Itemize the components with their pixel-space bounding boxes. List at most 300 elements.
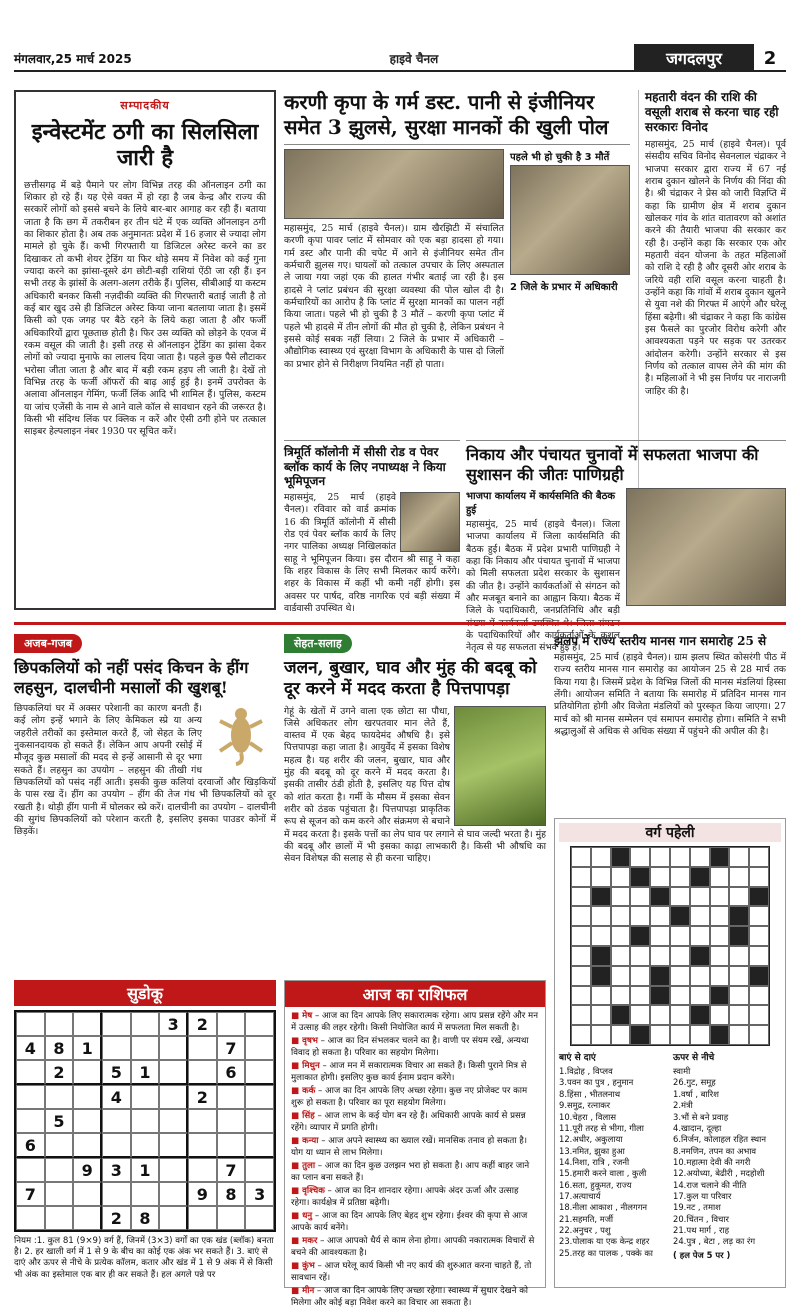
crossword-cell[interactable]	[710, 966, 730, 986]
sudoku-cell[interactable]	[131, 1182, 160, 1206]
crossword-cell[interactable]	[650, 1005, 670, 1025]
horoscope-list	[285, 1007, 545, 1315]
lead-subhead-1: पहले भी हो चुकी है 3 मौतें	[510, 152, 610, 163]
crossword-cell[interactable]	[650, 1025, 670, 1045]
crossword-cell[interactable]	[630, 887, 650, 907]
zodiac-sign: ■ मकर	[291, 1236, 318, 1247]
horoscope-item	[291, 1286, 539, 1309]
crossword-cell[interactable]	[650, 847, 670, 867]
editorial-box	[14, 90, 276, 610]
sudoku-cell[interactable]: 9	[73, 1158, 102, 1182]
crossword-cell[interactable]	[690, 906, 710, 926]
lead-body: महासमुंद, 25 मार्च (हाइवे चैनल)। ग्राम खैरझिटी में संचालित करणी कृपा पावर प्लांट में सोमवार को एक बड़ा हादसा हो गया। गर्म डस्ट और पानी की चपेट में आने से इंजीनियर समेत तीन कर्मचारी झुलस गए। घायलों को तत्काल उपचार के लिए अस्पताल ले जाया गया जहां एक की हालत गंभीर बताई जा रही है। इस हादसे ने प्लांट प्रबंधन की सुरक्षा व्यवस्था की पोल खोल दी है। कर्मचारियों का आरोप है कि प्लांट में सुरक्षा मानकों का पालन नहीं किया जाता। पहले भी हो चुकी है 3 मौतें – करणी कृपा प्लांट में पहले भी हादसे में तीन लोगों की मौत हो चुकी है, लेकिन प्रबंधन ने इससे कोई सबक नहीं लिया। 2 जिले के प्रभार में अधिकारी – औद्योगिक स्वास्थ्य एवं सुरक्षा विभाग के अधिकारी के पास दो जिलों का प्रभार होने से निरीक्षण नियमित नहीं हो पाता।	[284, 223, 504, 370]
sudoku-cell[interactable]	[217, 1133, 246, 1158]
clue-item: 14.राज चलाने की नीति	[673, 1179, 747, 1190]
sudoku-cell[interactable]	[16, 1085, 45, 1109]
crossword-cell	[729, 906, 749, 926]
sudoku-cell[interactable]: 2	[188, 1085, 217, 1109]
horoscope-item	[291, 1186, 539, 1209]
crossword-cell[interactable]	[630, 946, 650, 966]
edition-city: जगदलपुर	[634, 44, 754, 72]
sudoku-cell[interactable]: 9	[188, 1182, 217, 1206]
crossword-cell[interactable]	[729, 1005, 749, 1025]
health-headline: जलन, बुखार, घाव और मुंह की बदबू को दूर करने में मदद करता है पित्तपापड़ा	[284, 658, 537, 700]
crossword-cell[interactable]	[611, 946, 631, 966]
crossword-cell[interactable]	[749, 847, 769, 867]
sudoku-cell[interactable]	[102, 1109, 131, 1133]
sudoku-cell[interactable]	[73, 1060, 102, 1085]
crossword-cell[interactable]	[630, 847, 650, 867]
horoscope-item	[291, 1161, 539, 1184]
manas-headline: झलप में राज्य स्तरीय मानस गान समारोह 25 से	[554, 634, 767, 648]
issue-date: मंगलवार,25 मार्च 2025	[14, 51, 132, 66]
crossword-cell[interactable]	[650, 867, 670, 887]
sudoku-cell[interactable]	[16, 1158, 45, 1182]
sudoku-cell[interactable]	[245, 1036, 274, 1060]
sudoku-cell[interactable]: 2	[45, 1060, 74, 1085]
clue-item: 14.निशा, रात्रि , रजनी	[559, 1156, 630, 1167]
crossword-cell[interactable]	[670, 887, 690, 907]
crossword-cell	[670, 906, 690, 926]
horoscope-text: – आज का दिन शानदार रहेगा। आपके अंदर ऊर्जा और उत्साह रहेगा। कार्यक्षेत्र में प्रतिष्ठा बढ़ेगी।	[291, 1186, 519, 1208]
crossword-title: वर्ग पहेली	[559, 823, 781, 842]
sudoku-cell[interactable]: 3	[102, 1158, 131, 1182]
crossword-cell[interactable]	[591, 847, 611, 867]
sudoku-cell[interactable]	[245, 1060, 274, 1085]
clue-item: 8.हिंसा , भीतलनाथ	[559, 1088, 621, 1099]
sudoku-grid[interactable]	[14, 1010, 276, 1232]
sudoku-cell[interactable]	[245, 1012, 274, 1036]
sudoku-cell[interactable]	[45, 1012, 74, 1036]
horoscope-item	[291, 1111, 539, 1134]
clue-item: 22.अनुचर , पशु	[559, 1224, 611, 1235]
section-divider	[14, 622, 786, 625]
sudoku-cell[interactable]	[159, 1182, 188, 1206]
crossword-cell	[690, 1005, 710, 1025]
crossword-cell	[630, 1025, 650, 1045]
colony-body: महासमुंद, 25 मार्च (हाइवे चैनल)। रविवार को वार्ड क्रमांक 16 की त्रिमूर्ति कॉलोनी में सीसी रोड एवं पेवर ब्लॉक कार्य के लिए नगर पालिका अध्यक्ष निखिलकांत साहू ने भूमिपूजन किया। इस दौरान श्री साहू ने कहा कि शहर विकास के लिए सभी मिलकर कार्य करेंगे। शहर के विकास में कहीं भी कमी नहीं होगी। इस अवसर पर पार्षद, वरिष्ठ नागरिक एवं बड़ी संख्या में वार्डवासी उपस्थित थे।	[284, 491, 460, 614]
clue-item: 20.चिंतन , विचार	[673, 1213, 729, 1224]
crossword-cell	[630, 926, 650, 946]
clue-item: 3.पवन का पुत्र , हनुमान	[559, 1077, 634, 1088]
horoscope-text: – आज का दिन कुछ उलझन भरा हो सकता है। आप कहीं बाहर जाने का प्लान बना सकते हैं।	[291, 1161, 530, 1183]
horoscope-text: – आज का दिन आपके लिए बेहद शुभ रहेगा। ईश्वर की कृपा से आज आपके कार्य बनेंगे।	[291, 1211, 528, 1233]
crossword-cell[interactable]	[749, 986, 769, 1006]
crossword-cell[interactable]	[650, 946, 670, 966]
sudoku-cell[interactable]	[131, 1109, 160, 1133]
crossword-cell[interactable]	[690, 887, 710, 907]
crossword-cell[interactable]	[650, 906, 670, 926]
sudoku-cell[interactable]: 7	[217, 1036, 246, 1060]
crossword-cell[interactable]	[611, 986, 631, 1006]
bjp-subhead: भाजपा कार्यालय में कार्यसमिति की बैठक हुई	[466, 491, 616, 516]
crossword-cell	[650, 986, 670, 1006]
lead-headline: करणी कृपा के गर्म डस्ट. पानी से इंजीनियर समेत 3 झुलसे, सुरक्षा मानकों की खुली पोल	[284, 90, 630, 145]
zodiac-sign: ■ कुंभ	[291, 1261, 315, 1272]
clue-item: 3.भौं से बने प्रवाह	[673, 1111, 729, 1122]
horoscope-text: – आज अपने स्वास्थ्य का ख्याल रखें। मानसिक तनाव हो सकता है। योग या ध्यान से लाभ मिलेगा।	[291, 1136, 528, 1158]
crossword-cell	[690, 867, 710, 887]
crossword-cell[interactable]	[571, 1005, 591, 1025]
sudoku-cell[interactable]	[16, 1060, 45, 1085]
clue-item: 16.सता, हुकूमत, राज्य	[559, 1179, 632, 1190]
crossword-cell[interactable]	[729, 887, 749, 907]
sudoku-cell[interactable]	[16, 1012, 45, 1036]
horoscope-text: – आज लाभ के कई योग बन रहे हैं। अधिकारी आपके कार्य से प्रसन्न रहेंगे। व्यापार में प्रगति होगी।	[291, 1111, 526, 1133]
zodiac-sign: ■ वृश्चिक	[291, 1186, 325, 1197]
lead-subhead-2: 2 जिले के प्रभार में अधिकारी	[510, 282, 618, 293]
horoscope-item	[291, 1136, 539, 1159]
crossword-cell[interactable]	[611, 887, 631, 907]
crossword-cell[interactable]	[571, 946, 591, 966]
crossword-cell[interactable]	[710, 887, 730, 907]
clue-item: 1.विद्रोह , विप्लव	[559, 1066, 613, 1077]
crossword-cell	[749, 966, 769, 986]
zodiac-sign: ■ तुला	[291, 1161, 316, 1172]
crossword-cell[interactable]	[611, 1025, 631, 1045]
sudoku-cell[interactable]: 5	[102, 1060, 131, 1085]
crossword-cell[interactable]	[729, 1025, 749, 1045]
down-clues	[673, 1066, 781, 1248]
clue-item: 13.नमित, झुका हुआ	[559, 1145, 625, 1156]
sudoku-cell[interactable]	[131, 1012, 160, 1036]
crossword-cell	[591, 966, 611, 986]
sudoku-cell[interactable]: 6	[16, 1133, 45, 1158]
horoscope-text: – आज घरेलू कार्य किसी भी नए कार्य की शुरुआत करना चाहते हैं, तो सावधान रहें।	[291, 1261, 532, 1283]
crossword-cell[interactable]	[571, 867, 591, 887]
lead-photo	[284, 149, 504, 219]
sudoku-cell[interactable]	[45, 1182, 74, 1206]
horoscope-text: – आज का दिन आपके लिए अच्छा रहेगा। कुछ नए प्रोजेक्ट पर काम शुरू हो सकता है। परिवार का पूरा सहयोग मिलेगा।	[291, 1086, 528, 1108]
clue-item: 2.मंत्री	[673, 1100, 693, 1111]
editorial-label: सम्पादकीय	[120, 99, 170, 112]
crossword-cell[interactable]	[729, 986, 749, 1006]
horoscope-text: – आज आपको धैर्य से काम लेना होगा। आपकी नकारात्मक विचारों से बचने की आवश्यकता है।	[291, 1236, 535, 1258]
sudoku-cell[interactable]	[16, 1206, 45, 1230]
zodiac-sign: ■ वृषभ	[291, 1036, 318, 1047]
crossword-cell[interactable]	[670, 986, 690, 1006]
crossword-cell	[611, 847, 631, 867]
sudoku-cell[interactable]: 7	[217, 1158, 246, 1182]
crossword	[554, 818, 786, 1288]
sudoku-cell[interactable]	[131, 1036, 160, 1060]
crossword-cell[interactable]	[690, 847, 710, 867]
feature-lizard	[14, 632, 276, 972]
crossword-cell[interactable]	[710, 867, 730, 887]
health-body: गेहूं के खेतों में उगने वाला एक छोटा सा पौधा, जिसे अधिकतर लोग खरपतवार मान लेते हैं, वास्तव में एक बेहद फायदेमंद औषधि है। इसे पित्तपापड़ा कहा जाता है। आयुर्वेद में इसका विशेष महत्व है। यह शरीर की जलन, बुखार, घाव और मुंह की बदबू को दूर करने में मदद करता है। इसकी तासीर ठंडी होती है, इसलिए यह पित्त दोष को शांत करता है। गर्मी के मौसम में इसका सेवन शरीर को ठंडक पहुंचाता है। पित्तपापड़ा प्राकृतिक रूप से सूजन को कम करने और संक्रमण से बचाने में मदद करता है। इसके पत्तों का लेप घाव पर लगाने से घाव जल्दी भरता है। मुंह की बदबू और छालों में भी इसका काढ़ा लाभकारी है। किसी भी औषधि का सेवन विशेषज्ञ की सलाह से ही करना चाहिए।	[284, 705, 546, 865]
sudoku-cell[interactable]: 6	[217, 1060, 246, 1085]
zodiac-sign: ■ धनु	[291, 1211, 313, 1222]
sudoku-cell[interactable]	[245, 1158, 274, 1182]
horoscope-title: आज का राशिफल	[285, 981, 545, 1007]
sudoku-cell[interactable]	[188, 1158, 217, 1182]
crossword-cell[interactable]	[571, 986, 591, 1006]
crossword-cell[interactable]	[611, 867, 631, 887]
zodiac-sign: ■ कर्क	[291, 1086, 316, 1097]
crossword-cell	[611, 1005, 631, 1025]
sudoku-cell[interactable]	[131, 1085, 160, 1109]
sudoku-cell[interactable]: 8	[131, 1206, 160, 1230]
sudoku-cell[interactable]	[188, 1060, 217, 1085]
crossword-cell[interactable]	[729, 847, 749, 867]
feature-body: छिपकलियां घर में अक्सर परेशानी का कारण बनती हैं। कई लोग इन्हें भगाने के लिए केमिकल स्प्रे या अन्य जहरीले तरीकों का इस्तेमाल करते हैं, जो सेहत के लिए नुकसानदायक हो सकते हैं। लेकिन आप अपनी रसोई में मौजूद कुछ मसालों की मदद से इन्हें आसानी से दूर भगा सकते हैं। लहसुन का उपयोग – लहसुन की तीखी गंध छिपकलियों को पसंद नहीं आती। इसकी कुछ कलियां दरवाजों और खिड़कियों के पास रख दें। हींग का उपयोग – हींग की तेज गंध भी छिपकलियों को दूर रखती है। थोड़ी हींग पानी में घोलकर स्प्रे करें। दालचीनी का उपयोग – दालचीनी की सुगंध छिपकलियों को परेशान करती है, इसलिए इसका पाउडर कोनों में छिड़कें।	[14, 703, 276, 838]
sudoku-cell[interactable]	[217, 1012, 246, 1036]
crossword-cell[interactable]	[749, 1005, 769, 1025]
sudoku-cell[interactable]	[188, 1206, 217, 1230]
clue-item: 25.तरह का पालक , पक्के का	[559, 1247, 653, 1258]
clue-item: 24.पुत्र , बेटा , लड़ का रंग	[673, 1236, 756, 1247]
crossword-cell[interactable]	[749, 906, 769, 926]
sudoku-cell[interactable]	[188, 1109, 217, 1133]
sudoku-cell[interactable]: 2	[102, 1206, 131, 1230]
crossword-cell[interactable]	[710, 906, 730, 926]
sudoku	[14, 980, 276, 1288]
sudoku-cell[interactable]	[45, 1158, 74, 1182]
crossword-cell	[690, 946, 710, 966]
colony-story	[284, 440, 460, 615]
zodiac-sign: ■ सिंह	[291, 1111, 315, 1122]
crossword-cell[interactable]	[591, 1025, 611, 1045]
clue-item: 11.पूरी तरह से भीगा, गीला	[559, 1122, 644, 1133]
clue-item: 21.पथ मार्ग , राह	[673, 1224, 730, 1235]
clue-item: 12.अधीर, अकुलाया	[559, 1134, 623, 1145]
clue-item: 17.कुल या परिवार	[673, 1190, 732, 1201]
sudoku-cell[interactable]	[159, 1060, 188, 1085]
zodiac-sign: ■ मेष	[291, 1011, 313, 1021]
sudoku-cell[interactable]	[73, 1085, 102, 1109]
sudoku-cell[interactable]	[159, 1085, 188, 1109]
horoscope-text: – आज मन में सकारात्मक विचार आ सकते हैं। किसी पुराने मित्र से मुलाकात होगी। इसलिए कुछ कार्य ईनाम प्रदान करेंगे।	[291, 1061, 527, 1083]
colony-photo	[400, 492, 460, 552]
crossword-cell[interactable]	[630, 1005, 650, 1025]
crossword-cell[interactable]	[670, 966, 690, 986]
across-title: बाएं से दाएं	[559, 1053, 596, 1063]
clue-item: 23.पोलाक या एक केन्द्र शहर	[559, 1236, 650, 1247]
crossword-cell[interactable]	[670, 867, 690, 887]
crossword-cell[interactable]	[690, 986, 710, 1006]
sudoku-cell[interactable]	[102, 1182, 131, 1206]
crossword-cell[interactable]	[650, 926, 670, 946]
crossword-cell[interactable]	[670, 946, 690, 966]
crossword-cell	[729, 926, 749, 946]
sudoku-cell[interactable]	[159, 1109, 188, 1133]
crossword-cell[interactable]	[591, 986, 611, 1006]
crossword-cell	[591, 946, 611, 966]
sudoku-title: सुडोकू	[14, 980, 276, 1006]
clue-item: 26.गुट, समूह	[673, 1077, 716, 1088]
crossword-grid[interactable]	[570, 846, 770, 1046]
horoscope-item	[291, 1261, 539, 1284]
crossword-cell[interactable]	[571, 966, 591, 986]
clue-item: 4.खादान, दूल्हा	[673, 1122, 722, 1133]
sudoku-rules: नियम :1. कुल 81 (9×9) वर्ग हैं, जिनमें (3×3) वर्गों का एक खंड (ब्लॉक) बनता है। 2. हर खाली वर्ग में 1 से 9 के बीच का कोई एक अंक भर सकते हैं। 3. बाएं से दाएं और ऊपर से नीचे के प्रत्येक कॉलम, कतार और खंड में 1 से 9 अंक में से किसी भी अंक का इस्तेमाल एक बार ही कर सकते हैं। हल अगले पन्ने पर	[14, 1236, 274, 1280]
paper-name: हाइवे चैनल	[389, 51, 439, 66]
sudoku-cell[interactable]	[45, 1085, 74, 1109]
manas-body: महासमुंद, 25 मार्च (हाइवे चैनल)। ग्राम झलप स्थित कोसरंगी पीठ में राज्य स्तरीय मानस गान समारोह का आयोजन 25 से 28 मार्च तक किया गया है। जिसमें प्रदेश के विभिन्न जिलों की मानस मंडलियां हिस्सा लेंगी। आयोजन समिति ने बताया कि समारोह में प्रतिदिन मानस गान प्रतियोगिता होगी और विजेता मंडलियों को पुरस्कृत किया जाएगा। 27 मार्च को श्री मानस सम्मेलन एवं समापन समारोह होगा। समिति ने सभी श्रद्धालुओं से अधिक से अधिक संख्या में पहुंचने की अपील की है।	[554, 652, 786, 737]
sudoku-cell[interactable]	[45, 1206, 74, 1230]
clue-item: 9.समुद्र, रत्नाकर	[559, 1100, 611, 1111]
health-feature	[284, 632, 546, 972]
sudoku-cell[interactable]	[73, 1012, 102, 1036]
sudoku-cell[interactable]	[73, 1133, 102, 1158]
sudoku-cell[interactable]	[245, 1109, 274, 1133]
feature-headline: छिपकलियों को नहीं पसंद किचन के हींग लहसुन, दालचीनी मसालों की खुशबू!	[14, 658, 249, 697]
crossword-cell[interactable]	[571, 1025, 591, 1045]
bjp-body: महासमुंद, 25 मार्च (हाइवे चैनल)। जिला भाजपा कार्यालय में जिला कार्यसमिति की बैठक हुई। बैठक में प्रदेश प्रभारी पाणिग्रही ने कहा कि निकाय और पंचायत चुनावों में भाजपा को मिली सफलता प्रदेश सरकार के सुशासन की जीत है। उन्होंने कार्यकर्ताओं से संगठन को और मजबूत बनाने का आह्वान किया। बैठक में जिले के पदाधिकारी, जनप्रतिनिधि और बड़ी के पदाधिकारियों और कार्यकर्ताओं के कुशल नेतृत्व से यह सफलता संभव हुई है।	[466, 519, 620, 654]
zodiac-sign: ■ कन्या	[291, 1136, 319, 1147]
zodiac-sign: ■ मिथुन	[291, 1061, 320, 1072]
sudoku-cell[interactable]	[245, 1085, 274, 1109]
crossword-cell[interactable]	[630, 966, 650, 986]
horoscope-text: – आज का दिन आपके लिए अच्छा रहेगा। स्वास्थ्य में सुधार देखने को मिलेगा और कोई बड़ा निवेश करने का विचार आ सकता है।	[291, 1286, 529, 1308]
sudoku-cell[interactable]	[73, 1206, 102, 1230]
crossword-cell[interactable]	[690, 966, 710, 986]
bjp-photo	[626, 488, 786, 606]
sudoku-cell[interactable]: 7	[16, 1182, 45, 1206]
crossword-cell[interactable]	[591, 926, 611, 946]
crossword-cell[interactable]	[670, 1005, 690, 1025]
crossword-cell[interactable]	[729, 867, 749, 887]
sudoku-cell[interactable]	[131, 1133, 160, 1158]
horoscope-item	[291, 1036, 539, 1059]
crossword-cell	[710, 986, 730, 1006]
horoscope-item	[291, 1211, 539, 1234]
feature-tag: अजब-गजब	[14, 634, 82, 653]
bjp-headline: निकाय और पंचायत चुनावों में सफलता भाजपा की सुशासन की जीतः पाणिग्रही	[466, 445, 759, 484]
horoscope-item	[291, 1236, 539, 1259]
horoscope	[284, 980, 546, 1308]
sudoku-cell[interactable]	[102, 1012, 131, 1036]
crossword-cell[interactable]	[591, 1005, 611, 1025]
crossword-cell[interactable]	[749, 867, 769, 887]
answer-note: ( हल पेज 5 पर )	[673, 1249, 731, 1260]
horoscope-item	[291, 1086, 539, 1109]
sudoku-cell[interactable]	[45, 1133, 74, 1158]
crossword-cell[interactable]	[591, 867, 611, 887]
sudoku-cell[interactable]: 3	[245, 1182, 274, 1206]
crossword-cell[interactable]	[591, 906, 611, 926]
sudoku-cell[interactable]: 8	[217, 1182, 246, 1206]
editorial-headline: इन्वेस्टमेंट ठगी का सिलसिला जारी है	[31, 119, 259, 172]
crossword-cell[interactable]	[571, 887, 591, 907]
sudoku-cell[interactable]: 1	[131, 1060, 160, 1085]
right-story-headline: महतारी वंदन की राशि की वसूली शराब से करना चाह रही सरकारः विनोद	[645, 90, 779, 134]
crossword-cell	[710, 1025, 730, 1045]
sudoku-cell[interactable]	[73, 1182, 102, 1206]
crossword-cell[interactable]	[749, 946, 769, 966]
sudoku-cell[interactable]	[217, 1085, 246, 1109]
sudoku-cell[interactable]	[159, 1036, 188, 1060]
crossword-cell[interactable]	[571, 906, 591, 926]
sudoku-cell[interactable]	[159, 1158, 188, 1182]
crossword-cell	[650, 966, 670, 986]
crossword-cell[interactable]	[571, 926, 591, 946]
crossword-cell[interactable]	[630, 906, 650, 926]
sudoku-cell[interactable]: 3	[159, 1012, 188, 1036]
herb-photo	[454, 706, 546, 826]
sudoku-cell[interactable]	[159, 1206, 188, 1230]
clue-item: 18.नीला आकाश , नीलगगन	[559, 1202, 648, 1213]
editorial-body: छत्तीसगढ़ में बड़े पैमाने पर लोग विभिन्न तरह की ऑनलाइन ठगी का शिकार हो रहे हैं। यह ऐसे वक्त में हो रहा है जब केन्द्र और राज्य की सरकारें लोगों को इससे बचने के लिये बार-बार आगाह कर रही हैं। बताया जाता है कि छग में तकरीबन हर तीन घंटे में एक व्यक्ति ऑनलाइन ठगी का शिकार होता है। अब तक अनुमानतः प्रदेश में 16 हजार से ज्यादा लोग मामले हो चुके हैं। कभी गिरफ्तारी या डिजिटल अरेस्ट करने का डर दिखाकर तो कभी शेयर ट्रेडिंग या फिर थोड़े समय में निवेश को कई गुना ज्यादा करने का झांसा-दूसरे ढंग छोटी-बड़ी राशियां ऐंठी जा रही हैं। इन सभी तरह के झांसों के अलग-अलग तरीके हैं। पुलिस, सीबीआई या कस्टम अधिकारी बनकर किसी नज़दीकी व्यक्ति की गिरफ्तारी बताई जाती है तो कई बार खुद उसे ही डिजिटल अरेस्ट किया जाना बतलाया जाता है। इसमें किसी को एक जगह पर बैठे रहने के लिये कहा जाता है और फर्जी अधिकारियों द्वारा पूछताछ होती है। फिर उस व्यक्ति को छोड़ने के एवज में रकम वसूल की जाती है। इसी तरह से ऑनलाइन ट्रेडिंग का झांसा देकर लोगों को ज्यादा मुनाफे का लालच दिया जाता है। पहले कुछ पैसे लौटाकर भरोसा जीता जाता है और बाद में बड़ी रकम हड़प ली जाती है। देखें तो विभिन्न तरह के फर्जी ऑफरों की बाढ़ आई हुई है। इनमें उपरोक्त के अलावा ऑनलाइन गेमिंग, फर्जी लिंक आदि भी शामिल हैं। पुलिस, कस्टम या जांच एजेंसी के नाम से आने वाले कॉल से सावधान रहने की जरूरत है। किसी भी संदिग्ध लिंक पर क्लिक न करें और ऐसी ठगी होने पर तत्काल साइबर हेल्पलाइन नंबर 1930 पर सूचित करें।	[24, 179, 266, 438]
clue-item: 6.निर्जन, कोलाहल रहित स्थान	[673, 1134, 766, 1145]
clue-item: 1.वर्षा , बारिश	[673, 1088, 719, 1099]
manas-story	[554, 632, 786, 812]
sudoku-cell[interactable]: 1	[73, 1036, 102, 1060]
clue-item: 17.अत्याचार्य	[559, 1190, 601, 1201]
clue-item: 21.सहमति, मर्जी	[559, 1213, 614, 1224]
crossword-cell	[749, 887, 769, 907]
clue-item: 10.महात्मा देवी की नगरी	[673, 1156, 751, 1167]
crossword-cell[interactable]	[710, 946, 730, 966]
crossword-cell[interactable]	[729, 946, 749, 966]
clue-item: 15.हमारी करने वाला , कुली	[559, 1168, 647, 1179]
crossword-cell	[591, 887, 611, 907]
right-story-body: महासमुंद, 25 मार्च (हाइवे चैनल)। पूर्व संसदीय सचिव विनोद सेवनलाल चंद्राकर ने भाजपा सरकार द्वारा राज्य में 67 नई शराब दुकान खोलने के निर्णय की निंदा की है। श्री चंद्राकर ने प्रेस को जारी विज्ञप्ति में कहा कि ग्रामीण क्षेत्र में शराब दुकान खोलकर गांव के शांत वातावरण को अशांत करने की तैयारी भाजपा की सरकार कर रही है। उन्होंने कहा कि सरकार एक ओर महतारी वंदन योजना के तहत महिलाओं को राशि दे रही है और दूसरी ओर शराब के जरिये वही राशि वसूल करना चाहती है। उन्होंने कहा कि गांवों में शराब दुकान खुलने से युवा नशे की गिरफ्त में आएंगे और घरेलू हिंसा बढ़ेगी। श्री चंद्राकर ने कहा कि कांग्रेस इस फैसले का पुरजोर विरोध करेगी और आवश्यकता पड़ने पर सड़क पर उतरकर आंदोलन करेगी। उन्होंने सरकार से इस निर्णय को तत्काल वापस लेने की मांग की है। महिलाओं ने भी इस निर्णय पर नाराजगी जाहिर की है।	[645, 139, 786, 397]
sudoku-cell[interactable]	[245, 1206, 274, 1230]
sudoku-cell[interactable]: 4	[102, 1085, 131, 1109]
sudoku-cell[interactable]	[245, 1133, 274, 1158]
zodiac-sign: ■ मीन	[291, 1286, 315, 1297]
sudoku-cell[interactable]	[159, 1133, 188, 1158]
page-number: 2	[763, 47, 777, 69]
crossword-cell[interactable]	[611, 966, 631, 986]
sudoku-cell[interactable]	[73, 1109, 102, 1133]
crossword-cell[interactable]	[630, 986, 650, 1006]
colony-headline: त्रिमूर्ति कॉलोनी में सीसी रोड व पेवर ब्लॉक कार्य के लिए नपाध्यक्ष ने किया भूमिपूजन	[284, 445, 446, 489]
horoscope-item	[291, 1061, 539, 1084]
sudoku-cell[interactable]: 2	[188, 1012, 217, 1036]
crossword-cell[interactable]	[611, 906, 631, 926]
crossword-cell[interactable]	[571, 847, 591, 867]
masthead	[14, 46, 786, 72]
horoscope-item	[291, 1011, 539, 1034]
clue-item: 12.अयोध्या, बेढीरी , मदहोशी	[673, 1168, 765, 1179]
crossword-cell[interactable]	[710, 1005, 730, 1025]
sudoku-cell[interactable]	[217, 1109, 246, 1133]
sudoku-cell[interactable]	[102, 1036, 131, 1060]
sudoku-cell[interactable]	[188, 1036, 217, 1060]
crossword-cell[interactable]	[729, 966, 749, 986]
sudoku-cell[interactable]: 5	[45, 1109, 74, 1133]
sudoku-cell[interactable]	[102, 1133, 131, 1158]
crossword-cell[interactable]	[690, 1025, 710, 1045]
crossword-cell[interactable]	[690, 926, 710, 946]
crossword-cell[interactable]	[749, 1025, 769, 1045]
crossword-cell	[650, 887, 670, 907]
horoscope-text: – आज का दिन संभलकर चलने का है। वाणी पर संयम रखें, अन्यथा विवाद हो सकता है। परिवार का सहयोग मिलेगा।	[291, 1036, 529, 1058]
down-title: ऊपर से नीचे	[673, 1053, 715, 1063]
sudoku-cell[interactable]: 4	[16, 1036, 45, 1060]
lead-photo-2	[510, 165, 630, 275]
sudoku-cell[interactable]: 8	[45, 1036, 74, 1060]
crossword-cell[interactable]	[749, 926, 769, 946]
sudoku-cell[interactable]: 1	[131, 1158, 160, 1182]
crossword-cell[interactable]	[611, 926, 631, 946]
clue-item: 10.चेहरा , विलास	[559, 1111, 616, 1122]
crossword-cell	[630, 867, 650, 887]
crossword-cell[interactable]	[710, 926, 730, 946]
crossword-cell[interactable]	[670, 847, 690, 867]
crossword-cell[interactable]	[670, 926, 690, 946]
sudoku-cell[interactable]	[188, 1133, 217, 1158]
sudoku-cell[interactable]	[217, 1206, 246, 1230]
horoscope-text: – आज का दिन आपके लिए सकारात्मक रहेगा। आप प्रसन्न रहेंगे और मन में उत्साह की लहर रहेगी। किसी नियोजित कार्य में सफलता मिल सकती है।	[291, 1011, 538, 1033]
sudoku-cell[interactable]	[16, 1109, 45, 1133]
across-clues	[559, 1066, 667, 1259]
lizard-icon	[206, 705, 276, 765]
crossword-cell[interactable]	[670, 1025, 690, 1045]
clue-item: स्वामी	[673, 1066, 691, 1077]
